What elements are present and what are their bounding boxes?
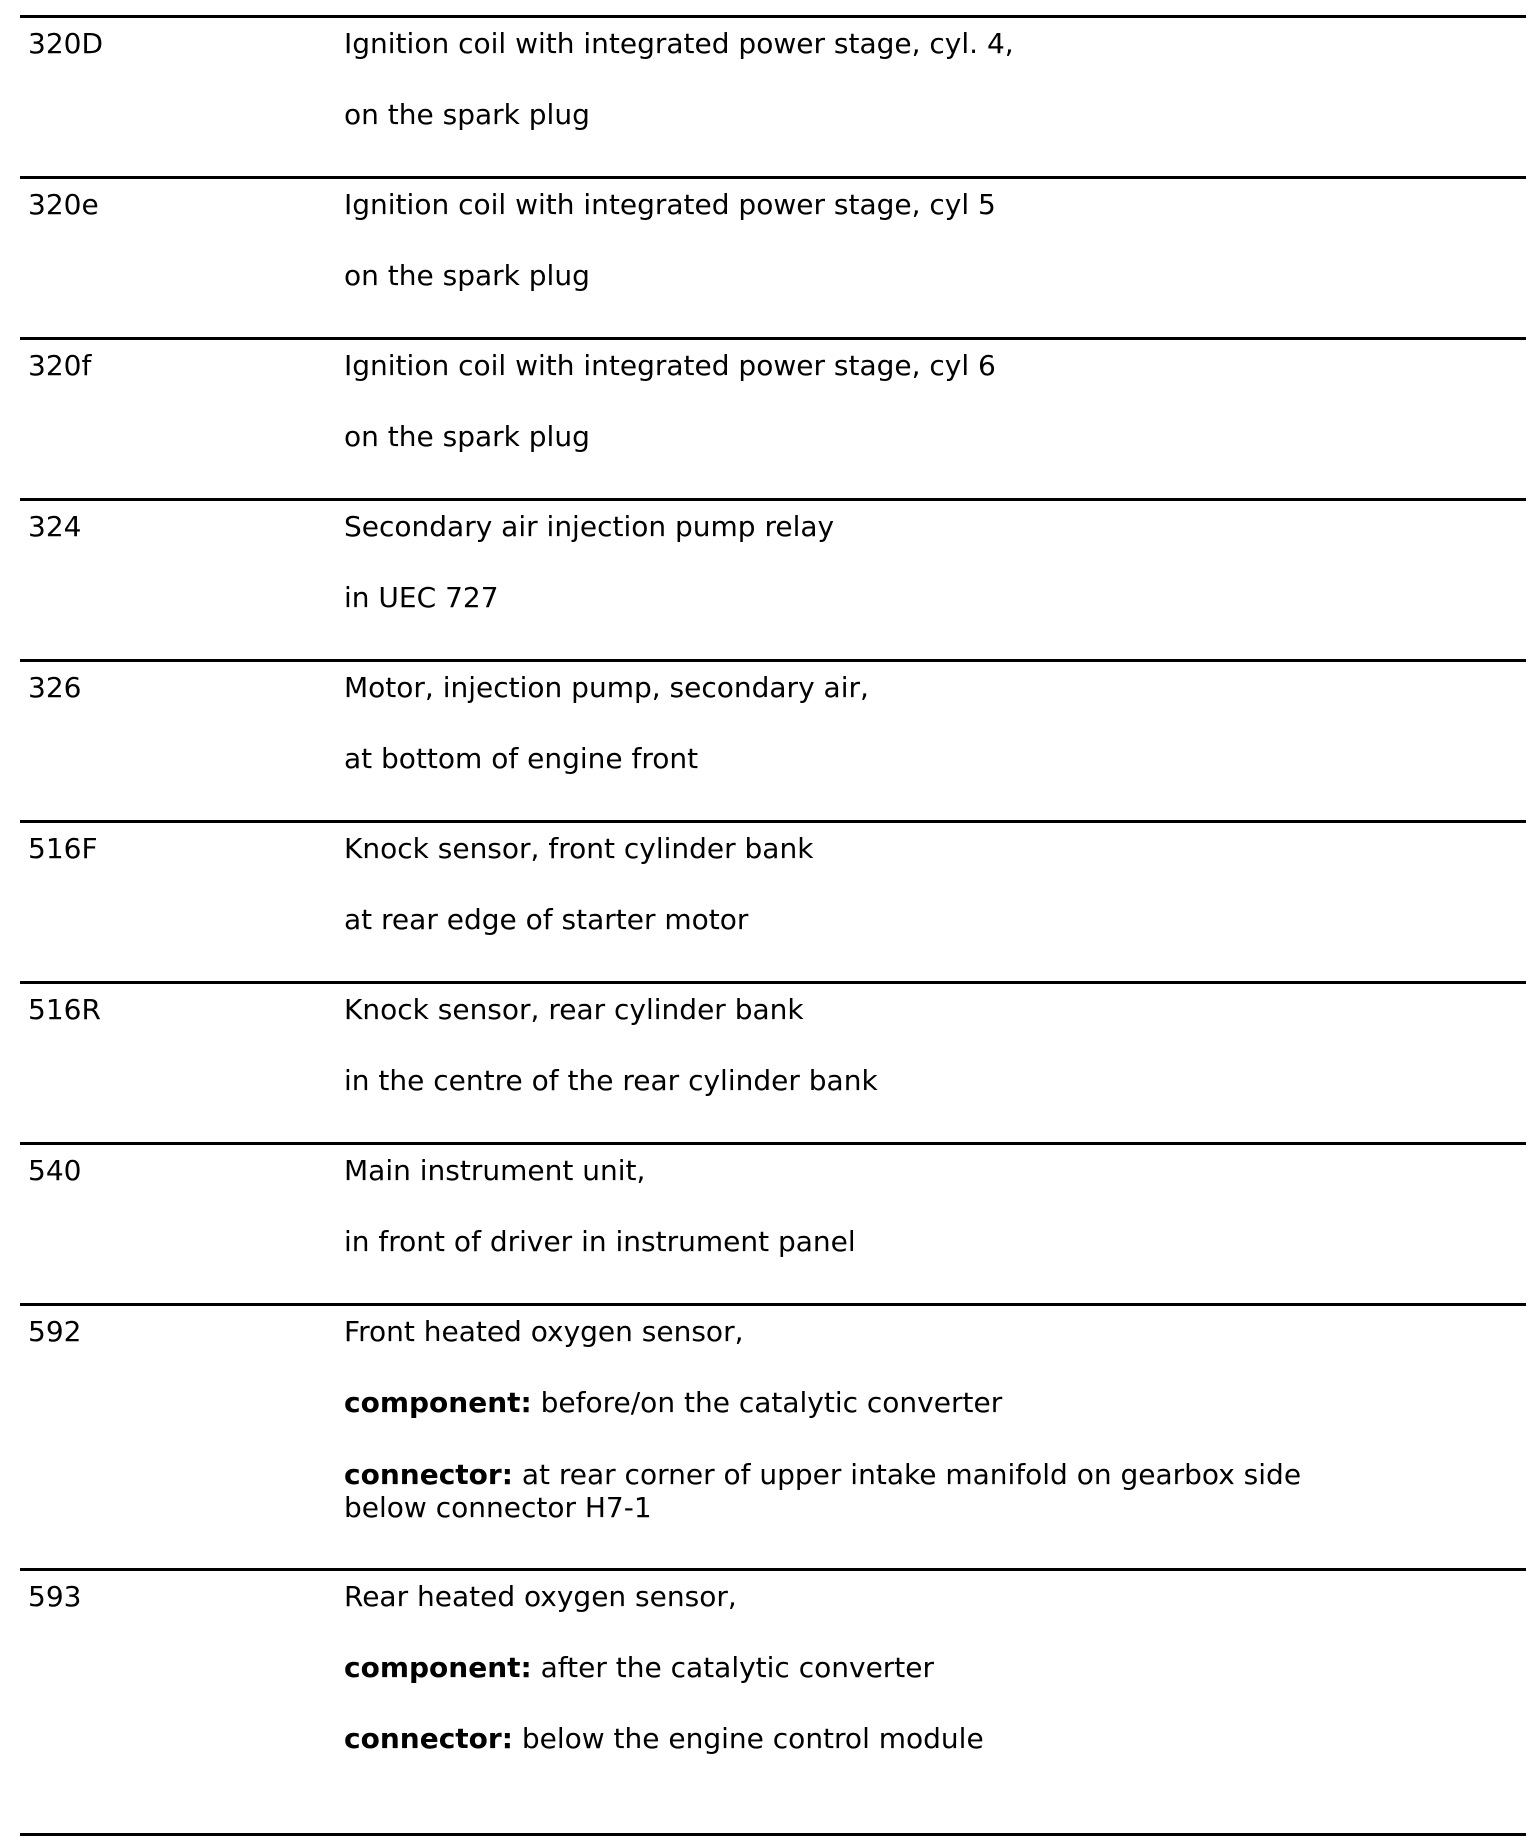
component-description	[344, 511, 1344, 614]
component-location-table	[20, 15, 1526, 1836]
connector-location-text: below the engine control module	[521, 1722, 984, 1755]
location-line: at rear edge of starter motor	[344, 903, 749, 936]
description-line: Knock sensor, rear cylinder bank	[344, 993, 804, 1026]
description-line: Motor, injection pump, secondary air,	[344, 671, 869, 704]
location-line: at bottom of engine front	[344, 742, 699, 775]
component-location-line	[344, 1387, 1344, 1419]
connector-label: connector:	[344, 1458, 513, 1491]
description-line: Ignition coil with integrated power stage, cyl. 4,	[344, 27, 1014, 60]
description-line: Ignition coil with integrated power stage, cyl 6	[344, 349, 996, 382]
table-row	[20, 18, 1526, 179]
description-line: Front heated oxygen sensor,	[344, 1315, 744, 1348]
description-line: Main instrument unit,	[344, 1154, 646, 1187]
component-code: 593	[28, 1580, 82, 1613]
table-row	[20, 1306, 1526, 1571]
location-line: on the spark plug	[344, 259, 590, 292]
connector-label: connector:	[344, 1722, 513, 1755]
component-code: 540	[28, 1154, 82, 1187]
component-description	[344, 1581, 1344, 1755]
component-description	[344, 672, 1344, 775]
component-label: component:	[344, 1386, 532, 1419]
component-description	[344, 994, 1344, 1097]
table-row	[20, 501, 1526, 662]
table-row	[20, 823, 1526, 984]
component-description	[344, 350, 1344, 453]
table-row	[20, 1571, 1526, 1836]
component-code: 516R	[28, 993, 101, 1026]
component-code: 516F	[28, 832, 98, 865]
connector-location-line	[344, 1458, 1304, 1524]
table-row	[20, 662, 1526, 823]
component-description	[344, 833, 1344, 936]
description-line: Ignition coil with integrated power stage, cyl 5	[344, 188, 996, 221]
description-line: Rear heated oxygen sensor,	[344, 1580, 737, 1613]
component-code: 320f	[28, 349, 92, 382]
component-code: 320e	[28, 188, 99, 221]
component-code: 326	[28, 671, 82, 704]
component-description	[344, 28, 1344, 131]
location-line: on the spark plug	[344, 98, 590, 131]
component-description	[344, 1155, 1344, 1258]
component-description	[344, 1316, 1344, 1524]
description-line: Knock sensor, front cylinder bank	[344, 832, 814, 865]
description-line: Secondary air injection pump relay	[344, 510, 835, 543]
table-row	[20, 984, 1526, 1145]
component-location-line	[344, 1652, 1344, 1684]
location-line: on the spark plug	[344, 420, 590, 453]
component-location-text: after the catalytic converter	[540, 1651, 935, 1684]
component-location-text: before/on the catalytic converter	[540, 1386, 1003, 1419]
table-row	[20, 179, 1526, 340]
location-line: in front of driver in instrument panel	[344, 1225, 856, 1258]
connector-location-text: at rear corner of upper intake manifold on gearbox side below connector H7-1	[344, 1458, 1302, 1524]
component-label: component:	[344, 1651, 532, 1684]
component-code: 324	[28, 510, 82, 543]
connector-location-line	[344, 1723, 1344, 1755]
location-line: in UEC 727	[344, 581, 499, 614]
component-code: 592	[28, 1315, 82, 1348]
component-description	[344, 189, 1344, 292]
component-code: 320D	[28, 27, 104, 60]
table-row	[20, 1145, 1526, 1306]
table-row	[20, 340, 1526, 501]
location-line: in the centre of the rear cylinder bank	[344, 1064, 878, 1097]
